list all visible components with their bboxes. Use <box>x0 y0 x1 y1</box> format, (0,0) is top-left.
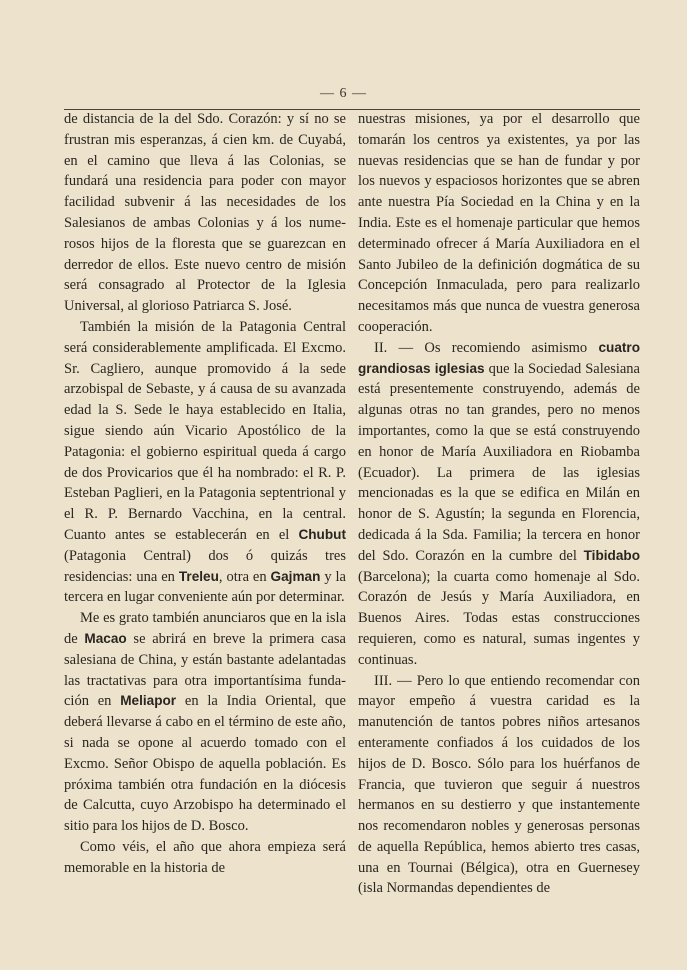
text-run: nuestras misiones, ya por el desarrollo que tomarán los centros ya existentes, ya por las nuevas residencias que se han de fundar y por los nuevos y espaciosos horizontes que se abren ante nuestra Pía Sociedad en la China y en la India. Este es el homenaje particular que hemos determinado ofrecer á María Auxiliadora en el Santo Jubileo de la definición dogmática de su Concepción Inmaculada, pero para realizarlo necesitamos más que nunca de vuestra generosa cooperación. <box>358 111 640 335</box>
text-run: (Barcelona); la cuarta como homenaje al Sdo. Corazón de Jesús y María Auxiliadora, en Buenos Aires. Todas estas construcciones requieren, como es natural, sumas ingentes y continuas. <box>358 568 640 668</box>
paragraph <box>358 109 640 338</box>
text-run: en la India Oriental, que deberá llevarse á cabo en el término de este año, si nada se opone al acuerdo tomado con el Excmo. Señor Obispo de aquella población. Es próxima también otra fundación en la diócesis de Calcutta, cuyo Arzobispo ha determinado el sitio para los hijos de D. Bosco. <box>64 693 346 835</box>
text-run: se abrirá en breve la primera casa salesiana de China, y están bastante adelantadas las tractativas para otra importantísima fundación en <box>64 630 346 710</box>
text-run: , otra en <box>218 568 271 585</box>
bold-text: Macao <box>84 630 127 646</box>
bold-text: Tibidabo <box>583 547 640 563</box>
text-run: Como véis, el año que ahora empieza será memorable en la historia de <box>64 838 346 876</box>
right-column <box>358 109 640 899</box>
bold-text: Gajman <box>270 568 321 584</box>
bold-text: Meliapor <box>120 693 177 709</box>
bold-text: Chubut <box>298 526 346 542</box>
paragraph <box>358 338 640 671</box>
text-run: III. — Pero lo que entiendo recomendar con mayor empeño á vuestra caridad es la manutención de tantos pobres niños artesanos enteramente confiados á los cuidados de los hijos de D. Bosco. Sólo para los huérfanos de Francia, que tuvieron que seguir á nuestros hermanos en su destierro y que instantemente nos recomendaron nobles y generosas personas de aquella República, hemos abierto tres casas, una en Tournai (Bélgica), otra en Guernesey (isla Normandas dependientes de <box>358 672 640 897</box>
text-run: y la tercera en lugar conveniente aún por determinar. <box>64 568 346 606</box>
bold-text: cuatro grandiosas iglesias <box>358 339 640 376</box>
text-run: (Patagonia Central) dos ó quizás tres residencias: una en <box>64 547 346 585</box>
paragraph <box>358 671 640 900</box>
paragraph <box>64 317 346 608</box>
text-run: de distancia de la del Sdo. Corazón: y sí no se frustran mis esperanzas, á cien km. de Cuyabá, en el camino que lleva á las Colonias, se fundará una residencia para poder con mayor facilidad subvenir á las necesidades de los Salesianos de ambas Colonias y á los numerosos hijos de la floresta que se guarezcan en derredor de ellos. Este nuevo centro de misión será consagrado al Protector de la Iglesia Universal, al glorioso Patriarca S. José. <box>64 111 346 315</box>
text-run: que la Sociedad Salesiana está presentemente construyendo, además de algunas otras no tan grandes, pero no menos importantes, como la que se está construyendo en honor de María Auxiliadora en Riobamba (Ecuador). La primera de las iglesias mencionadas es la que se edifica en Milán en honor de S. Agustín; la segunda en Florencia, dedicada á la Sda. Familia; la tercera en honor del Sdo. Corazón en la cumbre del <box>358 360 640 564</box>
bold-text: Treleu <box>178 568 219 584</box>
paragraph <box>64 837 346 879</box>
page-number: — 6 — <box>320 86 367 101</box>
text-run: Me es grato también anunciaros que en la isla de <box>64 610 346 647</box>
paragraph <box>64 608 346 837</box>
paragraph <box>64 109 346 317</box>
text-run: También la misión de la Patagonia Central será considerablemente amplificada. El Excmo. Sr. Cagliero, aunque promovido á la sede arzobispal de Sebaste, y á causa de su avanzada edad la S. Sede le haya establecido en Italia, sigue siendo aún Vicario Apostólico de la Patagonia: el gobierno espiritual queda á cargo de dos Provicarios que él ha nombrado: el R. P. Esteban Paglieri, en la Patagonia septentrional y el R. P. Bernardo Vacchina, en la central. Cuanto antes se establecerán en el <box>64 318 346 543</box>
left-column <box>64 109 346 878</box>
text-run: II. — Os recomiendo asimismo <box>374 339 599 356</box>
